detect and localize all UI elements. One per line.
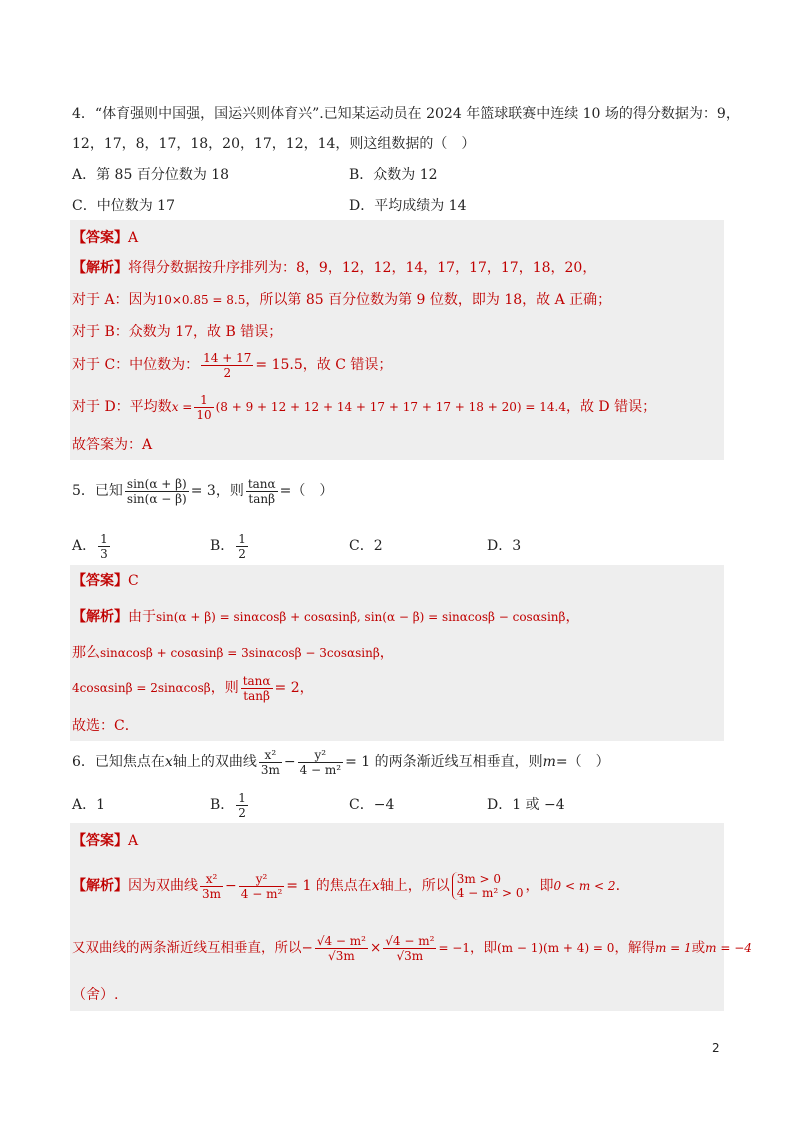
q4-median-num: 14 + 17 — [203, 350, 252, 365]
q5-option-d: D．3 — [487, 538, 522, 554]
q6-analysis1-mid: = 1 的焦点在 — [286, 878, 372, 894]
q6-option-a: A．1 — [72, 797, 106, 813]
q5-opt-b-fraction — [236, 532, 248, 561]
q5-analysis1-post: ， — [565, 609, 580, 625]
q6-analysis2-or: 或 — [691, 940, 706, 956]
q6-system-line1: 3m > 0 — [456, 872, 502, 886]
q4-answer-value: A — [128, 230, 139, 246]
q6-option-b — [210, 789, 250, 821]
q4-analysis4-pre: 对于 C：中位数为： — [72, 357, 200, 373]
q4-option-c: C．中位数为 17 — [72, 198, 175, 214]
q6-analysis2-frac1-den: √3m — [328, 949, 355, 963]
q5-opt-a-label: A． — [72, 538, 97, 554]
q6-frac2-num: y² — [298, 748, 344, 763]
q6-analysis-line1: 【解析】因为双曲线 $\frac{\text{x²}}{3m}$ − $\frac{\text{y²}}{\text{4 − m²}}$ = 1 的焦点在x轴上，所以 3m > 0 4 − m² > 0 ，即0 < m < 2. — [72, 871, 621, 901]
q6-analysis2-mid2: ，解得 — [614, 940, 655, 956]
q6-analysis1-x: x — [371, 878, 380, 894]
q6-frac1-den: 3m — [260, 762, 280, 777]
q4-analysis5-expr: (8 + 9 + 12 + 12 + 14 + 17 + 17 + 17 + 18 + 20) = 14.4 — [215, 400, 566, 414]
q5-stem-fraction2 — [246, 477, 278, 506]
q6-frac2-den: 4 − m² — [299, 762, 342, 777]
q5-analysis3-fraction — [241, 674, 273, 703]
q6-analysis2-neg: − — [301, 940, 313, 956]
q5-frac2-den: tanβ — [248, 491, 276, 506]
q5-option-c: C．2 — [349, 538, 383, 554]
q5-answer-tag: 【答案】 — [72, 573, 128, 589]
q6-analysis1-end: . — [615, 878, 621, 894]
q4-median-den: 2 — [223, 365, 232, 380]
q5-option-a — [72, 530, 112, 562]
q6-analysis2-prod: (m − 1)(m + 4) = 0 — [497, 941, 615, 955]
q6-answer — [72, 831, 724, 851]
q6-inequality-system — [452, 872, 524, 900]
q4-answer — [72, 228, 724, 248]
q6-stem-m: m — [542, 754, 556, 770]
q6-stem-x: x — [164, 754, 173, 770]
q6-analysis1-range: 0 < m < 2 — [553, 879, 616, 893]
q5-opt-b-num: 1 — [238, 531, 246, 546]
q5-conclusion: 故选：C． — [72, 718, 139, 734]
q6-opt-b-fraction — [236, 791, 248, 820]
q4-analysis-line4 — [72, 350, 724, 380]
q6-stem: 6．已知焦点在x轴上的双曲线 $\frac{\text{x²}}{3m}$ − $\frac{\text{y²}}{\text{4 − m²}}$ = 1 的两条渐近线互相垂直，则m=（ ） — [72, 747, 610, 777]
q6-analysis2-fraction1 — [315, 934, 368, 963]
q6-analysis1-frac1-num: x² — [200, 872, 223, 887]
q5-opt-a-num: 1 — [100, 531, 108, 546]
q6-analysis2-frac2-num: √4 − m² — [385, 934, 435, 948]
q5-analysis2-pre: 那么 — [72, 645, 100, 661]
q5-opt-b-label: B． — [210, 538, 235, 554]
q6-stem-post2: =（ ） — [555, 754, 610, 770]
q5-analysis2-math: sinαcosβ + cosαsinβ = 3sinαcosβ − 3cosαsinβ — [100, 646, 380, 660]
q4-mean-fraction — [194, 393, 213, 422]
q5-answer-value: C — [128, 573, 139, 589]
q5-stem-mid: = 3，则 — [190, 483, 244, 499]
q6-analysis1-fraction1 — [200, 872, 223, 901]
q6-analysis1-pre: 因为双曲线 — [128, 878, 198, 894]
q6-stem-pre2: 轴上的双曲线 — [172, 754, 257, 770]
q5-opt-a-fraction — [98, 532, 110, 561]
q6-analysis2-eq: = −1 — [438, 941, 470, 955]
q5-analysis-line3 — [72, 672, 724, 704]
q5-analysis-line1 — [72, 607, 724, 627]
q4-analysis5-post: ，故 D 错误； — [565, 399, 657, 415]
q5-stem-pre: 5．已知 — [72, 483, 123, 499]
q5-answer — [72, 571, 724, 591]
q6-analysis2-sol1: m = 1 — [654, 941, 692, 955]
q6-solution-box — [70, 823, 724, 1011]
q6-analysis1-post: ，即 — [525, 878, 554, 894]
q5-analysis3-den: tanβ — [243, 688, 270, 703]
q6-option-d: D．1 或 −4 — [487, 797, 565, 813]
q5-analysis3-post: = 2， — [274, 680, 314, 696]
q6-analysis2-fraction2 — [383, 934, 436, 963]
q6-analysis1-frac2-den: 4 − m² — [240, 886, 283, 901]
q6-system-line2: 4 − m² > 0 — [456, 886, 524, 900]
q5-analysis3-num: tanα — [242, 673, 271, 688]
q4-analysis-tag: 【解析】 — [72, 260, 128, 276]
q5-analysis2-post: ， — [379, 645, 394, 661]
q4-analysis-line3: 对于 B：众数为 17，故 B 错误； — [72, 324, 283, 340]
q6-analysis-tag: 【解析】 — [72, 878, 128, 894]
q6-analysis1-mid2: 轴上，所以 — [379, 878, 450, 894]
q4-option-a: A．第 85 百分位数为 18 — [72, 167, 230, 183]
q6-analysis2-sol2: m = −4 — [705, 941, 752, 955]
q6-opt-b-label: B． — [210, 797, 235, 813]
q6-stem-post: = 1 的两条渐近线互相垂直，则 — [345, 754, 543, 770]
q4-median-fraction — [201, 351, 253, 380]
q6-analysis1-frac1-den: 3m — [202, 886, 222, 901]
q6-analysis-line2 — [72, 928, 752, 968]
q6-analysis1-frac2-num: y² — [239, 872, 285, 887]
q5-option-b — [210, 530, 250, 562]
q4-analysis5-pre: 对于 D：平均数 — [72, 399, 172, 415]
q5-analysis1-math: sin(α + β) = sinαcosβ + cosαsinβ, sin(α − β) = sinαcosβ − cosαsinβ — [156, 610, 566, 624]
q4-analysis-line5 — [72, 392, 724, 422]
q6-analysis2-times: × — [369, 940, 382, 956]
q4-stem-line1: 4．“体育强则中国强，国运兴则体育兴”.已知某运动员在 2024 年篮球联赛中连续 10 场的得分数据为：9， — [72, 106, 740, 122]
q4-stem-line2: 12，17，8，17，18，20，17，12，14，则这组数据的（ ） — [72, 136, 476, 152]
q6-opt-b-num: 1 — [238, 790, 246, 805]
q6-analysis2-frac2-den: √3m — [396, 949, 424, 963]
q5-opt-a-den: 3 — [100, 546, 108, 561]
q6-stem-fraction2 — [298, 748, 344, 777]
q6-stem-pre: 6．已知焦点在 — [72, 754, 165, 770]
q6-answer-value: A — [128, 833, 139, 849]
q5-analysis-line2 — [72, 643, 724, 663]
q4-analysis-line1 — [72, 258, 724, 278]
q5-stem-fraction1 — [125, 477, 189, 506]
q4-analysis4-post: = 15.5，故 C 错误； — [255, 357, 393, 373]
q4-analysis-line2 — [72, 290, 724, 310]
q6-analysis2-mid: ，即 — [470, 940, 497, 956]
q6-analysis-line3: （舍）. — [72, 987, 119, 1003]
q5-analysis3-math: 4cosαsinβ = 2sinαcosβ — [72, 681, 211, 695]
page-number: 2 — [712, 1041, 720, 1055]
q4-analysis2-pre: 对于 A：因为 — [72, 292, 157, 308]
q5-frac2-num: tanα — [247, 476, 276, 491]
q4-analysis-text1: 将得分数据按升序排列为：8，9，12，12，14，17，17，17，18，20， — [128, 260, 597, 276]
q5-analysis-tag: 【解析】 — [72, 609, 128, 625]
q5-frac1-num: sin(α + β) — [126, 476, 187, 491]
q4-analysis2-math: 10×0.85 = 8.5 — [156, 293, 246, 307]
q4-analysis2-post: ，所以第 85 百分位数为第 9 位数，即为 18，故 A 正确； — [245, 292, 612, 308]
q5-stem — [72, 475, 724, 507]
q6-opt-b-den: 2 — [238, 805, 246, 820]
q4-conclusion: 故答案为：A — [72, 437, 153, 453]
q5-analysis1-pre: 由于 — [128, 609, 156, 625]
q4-mean-num: 1 — [194, 393, 213, 408]
q4-option-d: D．平均成绩为 14 — [349, 198, 467, 214]
q5-stem-post: =（ ） — [279, 483, 334, 499]
q6-answer-tag: 【答案】 — [72, 833, 128, 849]
q5-analysis3-mid: ，则 — [210, 680, 239, 696]
q5-opt-b-den: 2 — [238, 546, 246, 561]
q4-option-b: B．众数为 12 — [349, 167, 438, 183]
q6-analysis2-frac1-num: √4 − m² — [316, 934, 366, 948]
q4-mean-den: 10 — [196, 407, 212, 422]
q6-analysis1-fraction2 — [239, 872, 285, 901]
q6-analysis2-pre: 又双曲线的两条渐近线互相垂直，所以 — [72, 940, 302, 956]
q6-frac1-num: x² — [259, 748, 282, 763]
q4-analysis5-x: x = — [171, 400, 193, 414]
q6-option-c: C．−4 — [349, 797, 395, 813]
q4-answer-tag: 【答案】 — [72, 230, 128, 246]
q5-frac1-den: sin(α − β) — [126, 491, 187, 506]
q6-stem-fraction1 — [259, 748, 282, 777]
